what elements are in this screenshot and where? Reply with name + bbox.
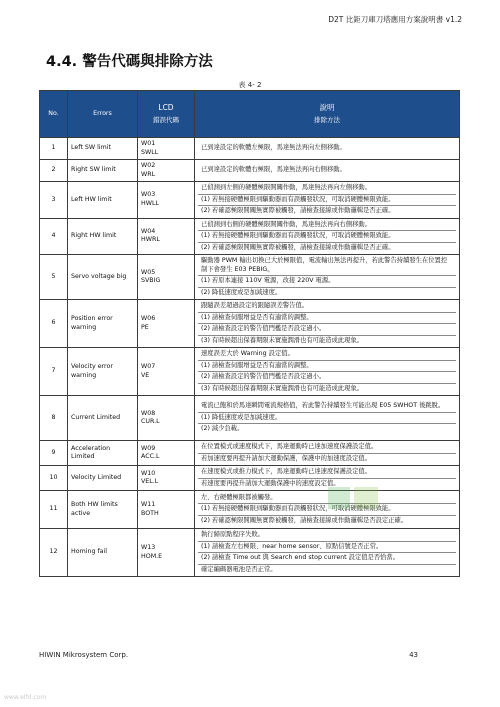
lcd-code: [138, 300, 195, 348]
row-number: 10: [40, 466, 68, 491]
row-number: 9: [40, 441, 68, 466]
description-line: (2) 請檢查設定的警告值門檻是否設定過小。: [198, 324, 456, 336]
error-name: Servo voltage big: [68, 255, 138, 300]
lcd-code-line: W02: [141, 162, 156, 169]
lcd-code-line: VE: [141, 371, 150, 379]
error-name: Homing fail: [68, 529, 138, 577]
header-lcd-bottom: 錯誤代碼: [153, 116, 179, 125]
row-number: 11: [40, 491, 68, 529]
description-line: 確定編碼器電池是否正常。: [201, 565, 277, 573]
description-line: (1) 若無接硬體極限到驅動器而有誤觸發狀況，可取消硬體極限致能。: [198, 195, 456, 207]
description: [195, 441, 460, 466]
table-row: [40, 182, 460, 219]
header-lcd-top: LCD: [158, 103, 174, 113]
header-errors: Errors: [68, 91, 138, 138]
lcd-code-line: SWLL: [141, 148, 159, 156]
header-description: [195, 91, 460, 138]
table-row: [40, 466, 460, 491]
row-number: 6: [40, 300, 68, 348]
row-number: 2: [40, 160, 68, 182]
description: [195, 182, 460, 219]
lcd-code-line: SVBIG: [141, 277, 161, 284]
description-line: 在速度模式或推力模式下，馬達運動時已達速度保護設定值。: [198, 467, 456, 479]
description-line: (2) 降低速度或是加減速度。: [201, 288, 282, 296]
error-name: Velocity error warning: [68, 348, 138, 396]
description-line: 速度誤差大於 Warning 設定值。: [198, 349, 456, 361]
table-row: [40, 396, 460, 441]
description-line: 執行歸原點程序失敗。: [198, 530, 456, 542]
lcd-code-line: HOM.E: [141, 552, 163, 560]
error-name: Right SW limit: [68, 160, 138, 182]
description-line: (2) 若確認極限開關無實際被觸發，請檢查接線或作動邏輯是否正確。: [201, 243, 395, 251]
lcd-code-line: W04: [141, 227, 156, 235]
footer-page-number: 43: [409, 651, 418, 659]
description-line: (1) 若原本連接 110V 電源，改接 220V 電源。: [198, 276, 456, 288]
table-header-row: [40, 91, 460, 138]
footer-company: HIWIN Mikrosystem Corp.: [39, 651, 129, 659]
description: [195, 255, 460, 300]
description: [195, 348, 460, 396]
row-number: 12: [40, 529, 68, 577]
lcd-code: [138, 160, 195, 182]
lcd-code-line: W05: [141, 268, 156, 276]
error-name: Both HW limits active: [68, 491, 138, 529]
description-line: (1) 降低速度或是加減速度。: [198, 413, 456, 425]
error-name: Position error warning: [68, 300, 138, 348]
description-line: (2) 請檢查設定的警告值門檻是否設定過小。: [198, 372, 456, 384]
description-line: 若加速度要再提升請加大運動保護，保護中的加速度設定值。: [201, 454, 372, 462]
warning-code-table: [39, 90, 460, 577]
description: [195, 138, 460, 160]
table-row: [40, 491, 460, 529]
error-name: Left HW limit: [68, 182, 138, 219]
lcd-code-line: W11: [141, 501, 156, 508]
description-line: 若速度要再提升請加大運動保護中的速度設定值。: [201, 479, 340, 487]
header-desc-bottom: 排除方法: [314, 116, 340, 125]
description-line: 已到達設定的軟體右極限，馬達無法再向右側移動。: [201, 166, 346, 174]
description-line: (2) 請檢查 Time out 與 Search end stop current 設定值是否恰當。: [198, 553, 456, 565]
document-header: D2T 比鉅刀庫刀塔應用方案說明書 v1.2: [328, 15, 462, 24]
lcd-code: [138, 396, 195, 441]
description: [195, 529, 460, 577]
description-line: 已到達設定的軟體左極限，馬達無法再向左側移動。: [201, 144, 346, 152]
description-line: 已偵測到右側的硬體極限開關作動，馬達無法再向右側移動。: [198, 220, 456, 232]
lcd-code: [138, 466, 195, 491]
lcd-code-line: W07: [141, 363, 156, 370]
table-caption: 表 4- 2: [238, 81, 262, 89]
description-line: 在位置模式或速度模式下，馬達運動時已達加速度保護設定值。: [198, 442, 456, 454]
description-line: (2) 減少負載。: [201, 425, 244, 433]
row-number: 1: [40, 138, 68, 160]
section-title: 4.4. 警告代碼與排除方法: [46, 54, 213, 70]
table-row: [40, 218, 460, 255]
description: [195, 300, 460, 348]
row-number: 4: [40, 218, 68, 255]
table-row: [40, 160, 460, 182]
lcd-code-line: ACC.L: [141, 453, 160, 460]
description-line: 左、右硬體極限都被觸發。: [198, 493, 456, 505]
header-no: No.: [40, 91, 68, 138]
description-line: (3) 有時候超出保養期限未實施潤滑也有可能造成此現象。: [201, 336, 364, 344]
lcd-code-line: W06: [141, 315, 156, 322]
error-name: Acceleration Limited: [68, 441, 138, 466]
description-line: (3) 有時候超出保養期限未實施潤滑也有可能造成此現象。: [201, 384, 364, 392]
lcd-code: [138, 491, 195, 529]
lcd-code-line: W01: [141, 140, 156, 147]
lcd-code-line: W10: [141, 469, 156, 477]
description-line: (2) 若確認極限開關無實際被觸發，請檢查接線或作動邏輯是否設定正確。: [201, 516, 408, 524]
table-row: [40, 441, 460, 466]
lcd-code-line: W09: [141, 444, 156, 452]
lcd-code-line: HWRL: [141, 236, 160, 244]
lcd-code: [138, 182, 195, 219]
description-line: (1) 若無接硬體極限到驅動器而有誤觸發狀況，可取消硬體極限致能。: [198, 504, 456, 516]
lcd-code-line: PE: [141, 323, 149, 331]
header-lcd: [138, 91, 195, 138]
table-row: [40, 255, 460, 300]
lcd-code: [138, 348, 195, 396]
description-line: (1) 請檢查伺服增益是否有適當的調整。: [198, 313, 456, 325]
description-line: (1) 請檢查左右極限、near home sensor、原點信號是否正常。: [198, 542, 456, 554]
description-line: (2) 若確認極限開關無實際被觸發，請檢查接線或作動邏輯是否正確。: [201, 207, 395, 214]
lcd-code: [138, 138, 195, 160]
description-line: 驅動器 PWM 輸出切換已大於極限值，電流輸出無法再提升，若此警告持續發生在位置控制下會發生 E03 PEBIG。: [198, 256, 456, 276]
row-number: 7: [40, 348, 68, 396]
lcd-code: [138, 218, 195, 255]
lcd-code-line: W08: [141, 409, 156, 417]
header-desc-top: 說明: [319, 103, 335, 113]
description: [195, 218, 460, 255]
error-name: Velocity Limited: [68, 466, 138, 491]
lcd-code-line: CUR.L: [141, 418, 160, 425]
error-name: Right HW limit: [68, 218, 138, 255]
table-row: [40, 348, 460, 396]
lcd-code-line: W13: [141, 544, 156, 551]
lcd-code-line: W03: [141, 191, 156, 199]
description: [195, 160, 460, 182]
row-number: 5: [40, 255, 68, 300]
description-line: (1) 請檢查伺服增益是否有適當的調整。: [198, 361, 456, 373]
description: [195, 396, 460, 441]
lcd-code: [138, 529, 195, 577]
lcd-code: [138, 255, 195, 300]
lcd-code-line: WRL: [141, 170, 156, 178]
lcd-code-line: HWLL: [141, 199, 159, 207]
lcd-code-line: VEL.L: [141, 478, 159, 485]
description-line: (1) 若無接硬體極限到驅動器而有誤觸發狀況，可取消硬體極限致能。: [198, 231, 456, 243]
table-row: [40, 300, 460, 348]
description-line: 已偵測到左側的硬體極限開關作動，馬達無法再向左側移動。: [198, 183, 456, 195]
table-row: [40, 138, 460, 160]
table-body: [40, 138, 460, 577]
row-number: 3: [40, 182, 68, 219]
error-name: Current Limited: [68, 396, 138, 441]
description-line: 電流已飽和於馬達瞬間電流規格值，若此警告持續發生可能出現 E05 SWHOT 後跳脫。: [198, 401, 456, 413]
description-line: 跟隨誤差超過設定的跟隨誤差警告值。: [198, 301, 456, 313]
watermark-logo: [326, 483, 381, 513]
lcd-code-line: BOTH: [141, 509, 159, 517]
row-number: 8: [40, 396, 68, 441]
lcd-code: [138, 441, 195, 466]
table-row: [40, 529, 460, 577]
watermark-site: www.elfd.com: [4, 694, 47, 701]
error-name: Left SW limit: [68, 138, 138, 160]
